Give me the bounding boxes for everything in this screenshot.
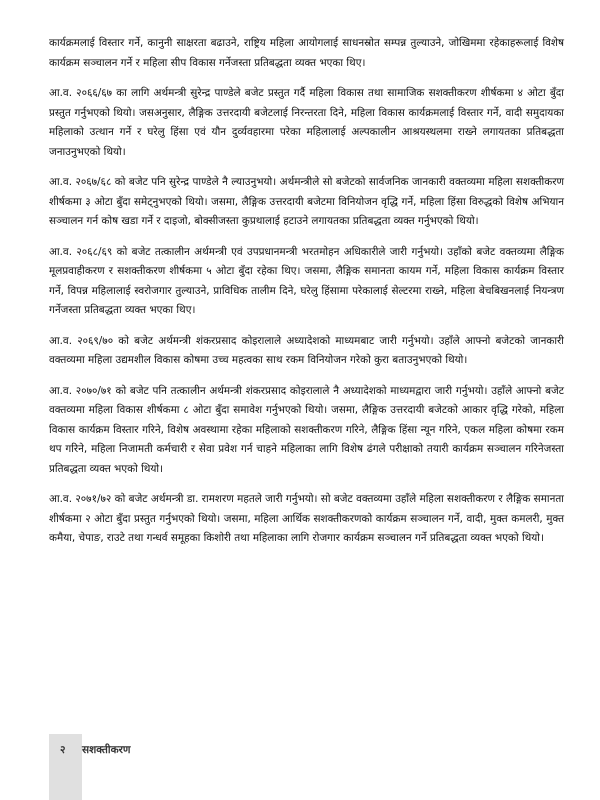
body-text — [49, 34, 564, 560]
paragraph: आ.व. २०७०/७१ को बजेट पनि तत्कालीन अर्थमन्त्री शंकरप्रसाद कोइरालाले नै अध्यादेशको माध्यमद्वारा जारी गर्नुभयो। उहाँले आफ्नो बजेट वक्तव्यमा महिला विकास शीर्षकमा ८ ओटा बुँदा समावेश गर्नुभएको थियो। जसमा, लैङ्गिक उत्तरदायी बजेटको आकार वृद्धि गरेको, महिला विकास कार्यक्रम विस्तार गरिने, विशेष अवस्थामा रहेका महिलाको सशक्तीकरण गरिने, लैङ्गिक हिंसा न्यून गरिने, एकल महिला कोषमा रकम थप गरिने, महिला निजामती कर्मचारी र सेवा प्रवेश गर्न चाहने महिलाका लागि विशेष ढंगले परीक्षाको तयारी कार्यक्रम सञ्चालन गरिनेजस्ता प्रतिबद्धता व्यक्त भएको थियो। — [49, 384, 564, 475]
paragraph: आ.व. २०६८/६९ को बजेट तत्कालीन अर्थमन्त्री एवं उपप्रधानमन्त्री भरतमोहन अधिकारीले जारी गर्नुभयो। उहाँको बजेट वक्तव्यमा लैङ्गिक मूलप्रवाहीकरण र सशक्तीकरण शीर्षकमा ५ ओटा बुँदा रहेका थिए। जसमा, लैङ्गिक समानता कायम गर्ने, महिला विकास कार्यक्रम विस्तार गर्ने, विपन्न महिलालाई स्वरोजगार तुल्याउने, प्राविधिक तालीम दिने, घरेलु हिंसामा परेकालाई सेल्टरमा राख्ने, महिला बेचबिखनलाई नियन्त्रण गर्नेजस्ता प्रतिबद्धता व्यक्त भएका थिए। — [49, 245, 564, 316]
paragraph: आ.व. २०६९/७० को बजेट अर्थमन्त्री शंकरप्रसाद कोइरालाले अध्यादेशको माध्यमबाट जारी गर्नुभयो। उहाँले आफ्नो बजेटको जानकारी वक्तव्यमा महिला उद्यमशील विकास कोषमा उच्च महत्वका साथ रकम विनियोजन गरेको कुरा बताउनुभएको थियो। — [49, 334, 564, 366]
running-title: सशक्तीकरण — [82, 744, 131, 756]
page-footer — [60, 743, 131, 757]
page-number: २ — [60, 744, 66, 756]
paragraph: आ.व. २०६७/६८ को बजेट पनि सुरेन्द्र पाण्डेले नै ल्याउनुभयो। अर्थमन्त्रीले सो बजेटको सार्वजनिक जानकारी वक्तव्यमा महिला सशक्तीकरण शीर्षकमा ३ ओटा बुँदा समेट्नुभएको थियो। जसमा, लैङ्गिक उत्तरदायी बजेटमा विनियोजन वृद्धि गर्ने, महिला हिंसा विरुद्धको विशेष अभियान सञ्चालन गर्न कोष खडा गर्ने र दाइजो, बोक्सीजस्ता कुप्रथालाई हटाउने लगायतका प्रतिबद्धता व्यक्त गर्नुभएको थियो। — [49, 176, 564, 227]
paragraph: कार्यक्रमलाई विस्तार गर्ने, कानुनी साक्षरता बढाउने, राष्ट्रिय महिला आयोगलाई साधनस्रोत सम्पन्न तुल्याउने, जोखिममा रहेकाहरूलाई विशेष कार्यक्रम सञ्चालन गर्ने र महिला सीप विकास गर्नेजस्ता प्रतिबद्धता व्यक्त भएका थिए। — [49, 37, 564, 69]
paragraph: आ.व. २०७१/७२ को बजेट अर्थमन्त्री डा. रामशरण महतले जारी गर्नुभयो। सो बजेट वक्तव्यमा उहाँले महिला सशक्तीकरण र लैङ्गिक समानता शीर्षकमा २ ओटा बुँदा प्रस्तुत गर्नुभएको थियो। जसमा, महिला आर्थिक सशक्तीकरणको कार्यक्रम सञ्चालन गर्ने, वादी, मुक्त कमलरी, मुक्त कमैया, चेपाङ, राउटे तथा गन्धर्व समूहका किशोरी तथा महिलाका लागि रोजगार कार्यक्रम सञ्चालन गर्ने प्रतिबद्धता व्यक्त भएको थियो। — [49, 493, 564, 544]
paragraph: आ.व. २०६६/६७ का लागि अर्थमन्त्री सुरेन्द्र पाण्डेले बजेट प्रस्तुत गर्दै महिला विकास तथा सामाजिक सशक्तीकरण शीर्षकमा ४ ओटा बुँदा प्रस्तुत गर्नुभएको थियो। जसअनुसार, लैङ्गिक उत्तरदायी बजेटलाई निरन्तरता दिने, महिला विकास कार्यक्रमलाई विस्तार गर्ने, वादी समुदायका महिलाको उत्थान गर्ने र घरेलु हिंसा एवं यौन दुर्व्यवहारमा परेका महिलालाई अल्पकालीन आश्रयस्थलमा राख्ने लगायतका प्रतिबद्धता जनाउनुभएको थियो। — [49, 87, 564, 158]
